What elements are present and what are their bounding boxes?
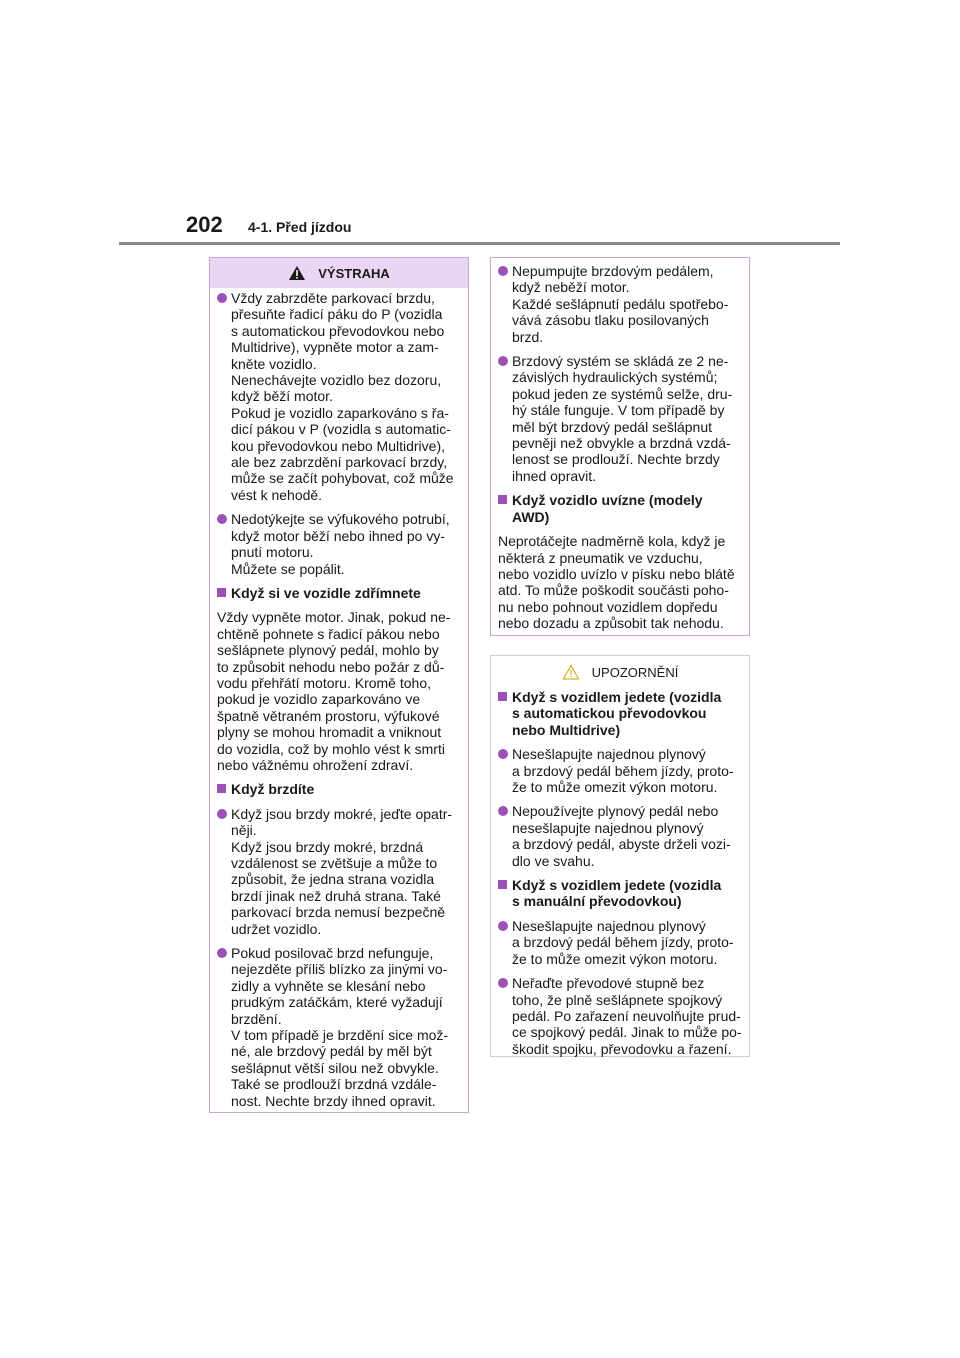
text-line: vzdálenost se zvětšuje a může to [231, 855, 438, 871]
round-bullet-icon [498, 266, 508, 276]
text-line: Multidrive), vypněte motor a zam- [231, 339, 439, 356]
text-line: měl být brzdový pedál sešlápnut [512, 418, 712, 435]
text-line: kou převodovkou nebo Multidrive), [231, 437, 446, 454]
text-line: brzdí jinak než druhá strana. Také [231, 887, 441, 904]
subheading [217, 781, 460, 797]
warning-continued-body [491, 258, 749, 646]
text-line: V tom případě je brzdění sice mož- [231, 1027, 449, 1044]
text-line: Pokud je vozidlo zaparkováno s řa- [231, 404, 449, 421]
bullet-item [498, 918, 741, 967]
bullet-item [498, 263, 741, 345]
text-line: když neběží motor. [512, 279, 630, 296]
text-line: pokud je vozidlo zaparkováno ve [217, 691, 421, 708]
text-line: Nedotýkejte se výfukového potrubí, [231, 511, 450, 528]
subheading [217, 585, 460, 601]
text-line: Když brzdíte [231, 781, 315, 798]
warning-triangle-icon [288, 265, 306, 281]
text-line: Když s vozidlem jedete (vozidla [512, 689, 722, 705]
text-line: plyny se mohou hromadit a vniknout [217, 724, 442, 741]
text-line: Když jsou brzdy mokré, jeďte opatr- [231, 805, 453, 822]
text-line: prudkým zatáčkám, které vyžadují [231, 994, 443, 1011]
bullet-item [217, 290, 460, 503]
text-line: něji. [231, 822, 257, 839]
header-rule [119, 242, 840, 245]
text-line: hý stále funguje. V tom případě by [512, 402, 725, 419]
subheading [498, 689, 741, 738]
text-line: Když s vozidlem jedete (vozidla [512, 877, 722, 894]
round-bullet-icon [498, 921, 508, 931]
text-line: vává zásobu tlaku posilovaných [512, 312, 709, 329]
round-bullet-icon [498, 356, 508, 366]
caution-title: UPOZORNĚNÍ [591, 664, 679, 680]
text-line: nebo dozadu a způsobit tak nehodu. [498, 615, 724, 632]
text-line: Neřaďte převodové stupně bez [512, 975, 705, 992]
caution-triangle-icon [562, 664, 580, 680]
bullet-item [498, 746, 741, 795]
text-line: nejezděte příliš blízko za jinými vo- [231, 961, 448, 978]
bullet-item [498, 975, 741, 1057]
text-line: né, ale brzdový pedál by měl být [231, 1043, 432, 1060]
caution-box [490, 655, 750, 1057]
text-line: nebo vážnému ohrožení zdraví. [217, 756, 414, 773]
caution-header [491, 658, 749, 686]
text-line: atd. To může poškodit součásti poho- [498, 582, 729, 599]
round-bullet-icon [217, 514, 227, 524]
square-bullet-icon [217, 784, 226, 793]
subheading [498, 877, 741, 910]
warning-title: VÝSTRAHA [318, 265, 390, 281]
text-line: může se začít pohybovat, což může [231, 470, 454, 487]
text-line: Brzdový systém se skládá ze 2 ne- [512, 353, 729, 370]
text-line: když motor běží nebo ihned po vy- [231, 527, 446, 544]
text-line: že to může omezit výkon motoru. [512, 950, 718, 967]
round-bullet-icon [498, 978, 508, 988]
square-bullet-icon [217, 588, 226, 597]
text-line: udržet vozidlo. [231, 920, 322, 937]
text-line: nebo Multidrive) [512, 721, 621, 738]
text-line: pnutí motoru. [231, 544, 314, 561]
text-line: když běží motor. [231, 388, 333, 405]
caution-body [491, 686, 749, 1071]
text-line: že to může omezit výkon motoru. [512, 779, 718, 796]
text-line: Nepoužívejte plynový pedál nebo [512, 803, 719, 820]
round-bullet-icon [217, 948, 227, 958]
text-line: dlo ve svahu. [512, 852, 595, 869]
bullet-item [217, 511, 460, 577]
text-line: s manuální převodovkou) [512, 893, 682, 910]
text-line: ale bez zabrzdění parkovací brzdy, [231, 454, 448, 471]
warning-body [210, 288, 468, 1123]
paragraph [498, 533, 741, 631]
text-line: s automatickou převodovkou nebo [231, 322, 445, 339]
text-line: toho, že plně sešlápnete spojkový [512, 991, 723, 1008]
text-line: Nepumpujte brzdovým pedálem, [512, 263, 714, 279]
text-line: Vždy zabrzděte parkovací brzdu, [231, 290, 435, 306]
text-line: Také se prodlouží brzdná vzdále- [231, 1076, 437, 1093]
text-line: Můžete se popálit. [231, 560, 345, 577]
text-line: nu nebo pohnout vozidlem dopředu [498, 598, 718, 615]
warning-continued-box [490, 257, 750, 636]
warning-header [210, 258, 468, 288]
text-line: lenost se prodlouží. Nechte brzdy [512, 451, 720, 468]
text-line: sešlápnut větší silou než obvykle. [231, 1059, 439, 1076]
text-line: Nesešlapujte najednou plynový [512, 746, 706, 763]
text-line: přesuňte řadicí páku do P (vozidla [231, 306, 443, 323]
text-line: pedál. Po zařazení neuvolňujte prud- [512, 1007, 741, 1024]
bullet-item [498, 803, 741, 869]
text-line: Každé sešlápnutí pedálu spotřebo- [512, 295, 729, 312]
text-line: chtěně pohnete s řadicí pákou nebo [217, 625, 440, 642]
section-title: 4-1. Před jízdou [248, 219, 352, 235]
text-line: Neprotáčejte nadměrně kola, když je [498, 533, 726, 550]
paragraph [217, 609, 460, 773]
text-line: kněte vozidlo. [231, 355, 317, 372]
text-line: do vozidla, což by mohlo vést k smrti [217, 740, 445, 757]
text-line: a brzdový pedál, abyste drželi vozi- [512, 836, 731, 853]
bullet-item [217, 806, 460, 937]
text-line: nost. Nechte brzdy ihned opravit. [231, 1092, 436, 1109]
text-line: Když vozidlo uvízne (modely [512, 492, 703, 509]
subheading [498, 492, 741, 525]
text-line: vést k nehodě. [231, 486, 323, 503]
text-line: závislých hydraulických systémů; [512, 369, 718, 386]
text-line: dicí pákou v P (vozidla s automatic- [231, 421, 451, 438]
square-bullet-icon [498, 692, 507, 701]
round-bullet-icon [498, 749, 508, 759]
round-bullet-icon [217, 809, 227, 819]
text-line: sešlápnete plynový pedál, mohlo by [217, 642, 439, 659]
text-line: špatně větraném prostoru, výfukové [217, 707, 440, 724]
text-line: Nenechávejte vozidlo bez dozoru, [231, 372, 442, 389]
text-line: parkovací brzda nemusí bezpečně [231, 904, 446, 921]
text-line: a brzdový pedál během jízdy, proto- [512, 934, 734, 951]
square-bullet-icon [498, 880, 507, 889]
bullet-item [217, 945, 460, 1109]
text-line: ce spojkový pedál. Jinak to může po- [512, 1024, 742, 1041]
text-line: Vždy vypněte motor. Jinak, pokud ne- [217, 609, 451, 626]
round-bullet-icon [217, 293, 227, 303]
warning-box [209, 257, 469, 1113]
text-line: pevněji než obvykle a brzdná vzdá- [512, 435, 731, 452]
text-line: brzd. [512, 328, 544, 345]
text-line: Pokud posilovač brzd nefunguje, [231, 945, 434, 962]
text-line: ihned opravit. [512, 467, 597, 484]
text-line: s automatickou převodovkou [512, 705, 707, 722]
text-line: nesešlapujte najednou plynový [512, 819, 704, 836]
text-line: AWD) [512, 508, 550, 525]
text-line: zidly a vyhněte se klesání nebo [231, 977, 426, 994]
text-line: škodit spojku, převodovku a řazení. [512, 1040, 732, 1057]
text-line: vodu přehřátí motoru. Kromě toho, [217, 674, 431, 691]
round-bullet-icon [498, 806, 508, 816]
text-line: způsobit, že jedna strana vozidla [231, 871, 435, 888]
text-line: to způsobit nehodu nebo požár z dů- [217, 658, 445, 675]
text-line: a brzdový pedál během jízdy, proto- [512, 762, 734, 779]
bullet-item [498, 353, 741, 484]
text-line: brzdění. [231, 1010, 282, 1027]
text-line: nebo vozidlo uvízlo v písku nebo blátě [498, 565, 735, 582]
text-line: Nesešlapujte najednou plynový [512, 917, 706, 934]
page-number: 202 [186, 212, 223, 237]
text-line: pokud jeden ze systémů selže, dru- [512, 385, 733, 402]
square-bullet-icon [498, 495, 507, 504]
text-line: Když jsou brzdy mokré, brzdná [231, 838, 424, 855]
text-line: některá z pneumatik ve vzduchu, [498, 549, 703, 566]
text-line: Když si ve vozidle zdřímnete [231, 584, 421, 601]
